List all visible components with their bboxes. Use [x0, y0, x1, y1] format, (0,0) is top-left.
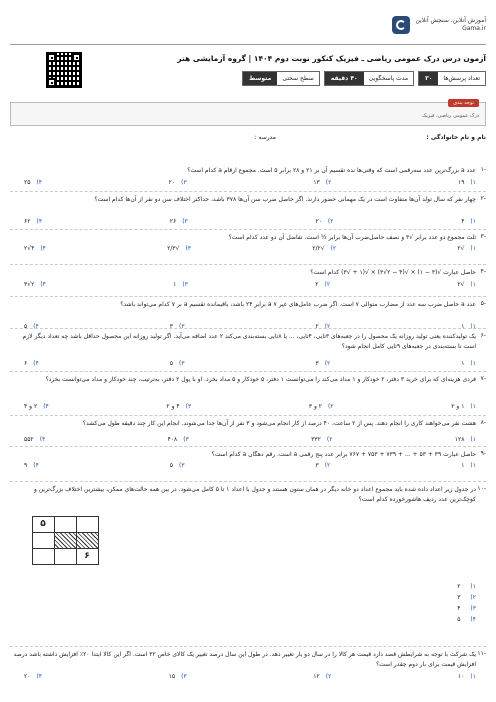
answer-options	[24, 462, 476, 469]
option-value: ۹	[24, 462, 28, 469]
question-stem: یک شرکت با توجه به شرایطش قصد دارد قیمت هر کالا را در سال دو بار تغییر دهد. در طول این سال درصد تغییر یک کالای خاص ۳۲ است. اگر این کالا ابتدا ۲۰٪ افزایش داشته باشد درصد افزایش قیمت برای بار دوم چقدر است؟	[13, 651, 476, 668]
answer-option[interactable]	[451, 403, 476, 410]
option-value: ۴√۲	[24, 245, 35, 252]
option-number: ۴)	[36, 673, 43, 680]
question-divider	[10, 646, 486, 647]
brand-domain: Gama.ir	[462, 25, 486, 32]
answer-option[interactable]	[24, 245, 46, 252]
answer-options	[24, 360, 476, 367]
answer-option[interactable]	[436, 616, 476, 627]
option-number: ۱)	[470, 281, 476, 288]
table-cell	[32, 548, 55, 565]
answer-option[interactable]	[24, 281, 46, 288]
option-value: ۲۵	[24, 179, 31, 186]
option-value: ۶۲	[24, 218, 31, 225]
option-value: ۱۰	[457, 673, 465, 680]
answer-option[interactable]	[169, 673, 187, 680]
question-stem: عدد a بزرگ‌ترین عدد سه‌رقمی است که وقتی‌ها نده تقسیم آن بر ۲۱ و ۲۸ برابر ۵ است. مجموع ارقام a کدام است؟	[187, 167, 476, 174]
option-number: ۲)	[470, 594, 476, 601]
question-number: -۳	[480, 233, 486, 240]
question-divider	[10, 328, 486, 329]
option-value: √۲/۲	[312, 245, 325, 252]
qr-code-icon	[46, 52, 82, 88]
option-number: ۳)	[181, 673, 187, 680]
answer-option[interactable]	[170, 360, 185, 367]
answer-option[interactable]	[168, 436, 189, 443]
duration-value: ۴۰ دقیقه	[325, 72, 364, 85]
option-number: ۲)	[326, 436, 333, 443]
tags-box	[10, 102, 486, 126]
option-value: ۳	[169, 323, 173, 330]
duration-box	[324, 71, 414, 86]
question-number: -۶	[480, 332, 486, 339]
answer-option[interactable]	[457, 281, 476, 288]
question-count-box	[418, 71, 486, 86]
question-stem: چهار نفر که سال تولد آن‌ها متفاوت است در یک مهمانی حضور دارند. اگر حاصل ضرب سن آن‌ها ۳۷۸ باشد، حداکثر اختلاف سن دو نفر از آن‌ها کدام است؟	[94, 196, 476, 203]
option-value: ۱	[461, 323, 465, 330]
question-divider	[10, 371, 486, 372]
question-stem: عدد a حاصل ضرب سه عدد از مضارب متوالی ۷ است. اگر ضرب عامل‌های غیر ۷ a برابر ۲۴ باشد، باقیمانده تقسیم a بر ۷ کدام می‌تواند باشد؟	[120, 301, 476, 308]
answer-option[interactable]	[24, 218, 42, 225]
number-table	[32, 516, 98, 564]
option-number: ۱)	[470, 403, 476, 410]
option-number: ۳)	[185, 245, 192, 252]
exam-header	[10, 10, 486, 95]
brand	[392, 16, 486, 34]
gama-logo-icon	[392, 16, 410, 34]
question-divider	[10, 415, 486, 416]
level-value: متوسط	[243, 72, 277, 85]
answer-options	[24, 403, 476, 410]
level-label: سطح سختی	[277, 72, 318, 85]
answer-option[interactable]	[311, 436, 332, 443]
answer-option[interactable]	[24, 179, 42, 186]
answer-option[interactable]	[24, 436, 45, 443]
answer-option[interactable]	[313, 179, 331, 186]
question-divider	[10, 264, 486, 265]
answer-option[interactable]	[167, 245, 191, 252]
option-value: ۱۲۸	[454, 436, 465, 443]
option-value: ۵	[169, 360, 173, 367]
option-value: √۲	[457, 281, 465, 288]
answer-option[interactable]	[436, 583, 476, 594]
question-number: -۱	[480, 166, 486, 173]
answer-options	[24, 218, 476, 225]
table-cell	[32, 532, 55, 549]
option-number: ۳)	[178, 360, 185, 367]
option-number: ۲)	[324, 360, 331, 367]
option-value: ۱۲	[313, 673, 320, 680]
exam-title: آزمون درس درک عمومی ریاضی ـ فیزیک کنکور نوبت دوم ۱۴۰۴ | گروه آزمایشی هنر	[177, 54, 486, 63]
option-number: ۳)	[182, 218, 188, 225]
option-number: ۳)	[178, 323, 185, 330]
option-number: ۱)	[470, 179, 476, 186]
option-number: ۲)	[330, 245, 337, 252]
option-value: ۵	[457, 616, 461, 623]
answer-option[interactable]	[436, 605, 476, 616]
table-cell-hatched	[54, 532, 77, 549]
option-value: ۳	[457, 594, 461, 601]
table-cell	[76, 516, 99, 533]
answer-option[interactable]	[313, 673, 331, 680]
question-stem: حاصل عبارت ۳۹ + ۵۳ + ... + ۷۳۹ + ۷۵۳ + ۷۶۷ برابر عدد پنج رقمی a است. رقم دهگان a کدام است؟	[211, 451, 476, 458]
question-number: -۹	[480, 450, 486, 457]
option-value: ۲	[315, 281, 319, 288]
question-stem: یک تولیدکننده یعنی تولید روزانه یک محصول را در جعبه‌های ۳تایی، ۴تایی، ... یا ۸تایی بسته‌بندی می‌کند ۲ عدد اضافه می‌آید. اگر تولید روزانه این محصول حداقل باشد چه تعداد دیگر لازم است تا بسته‌بندی در جعبه‌های ۹تایی کامل انجام شود؟	[22, 333, 476, 350]
answer-option[interactable]	[436, 594, 476, 605]
option-value: ۱۹	[457, 179, 465, 186]
option-value: ۳۳۲	[311, 436, 321, 443]
tags-text: درک عمومی ریاضی، فیزیک	[421, 113, 479, 119]
answer-option[interactable]	[24, 462, 39, 469]
option-number: ۲)	[324, 281, 331, 288]
answer-option[interactable]	[173, 281, 188, 288]
question-stem: در جدول زیر اعداد داده شده باید مجموع اعداد دو خانه دیگر در همان ستون هستند و جدول با اعداد ۱ تا ۵ کامل می‌شود. در بین همه حالت‌های ممکن، بیشترین اختلاف بزرگ‌ترین و کوچک‌ترین عدد ردیف هاشورخورده کدام است؟	[33, 486, 476, 503]
option-number: ۲)	[325, 179, 332, 186]
question-divider	[10, 481, 486, 482]
answer-option[interactable]	[461, 462, 476, 469]
answer-option[interactable]	[24, 403, 49, 410]
option-value: ۲۶	[169, 218, 177, 225]
question-number: -۴	[480, 268, 486, 275]
option-value: ۲۰	[315, 218, 322, 225]
option-value: ۱	[461, 360, 465, 367]
brand-name: آموزش آنلاین، سنجش آنلاین	[415, 17, 486, 24]
question-stem: فردی هزینه‌ای که برای خرید ۳ دفتر، ۲ خودکار و ۱ مداد می‌کند را می‌توانست ۱ دفتر، ۵ خودکار و ۵ مداد بخرد. او با پول ۲ دفتر، به‌ترتیب، چند خودکار و مداد می‌توانست بخرد؟	[45, 376, 476, 383]
question-divider	[10, 229, 486, 230]
answer-options	[24, 673, 476, 680]
option-value: ۲√۳	[24, 281, 35, 288]
table-cell: ۶	[76, 548, 99, 565]
option-number: ۲)	[325, 673, 332, 680]
option-number: ۱)	[470, 462, 476, 469]
level-box	[242, 71, 320, 86]
option-number: ۴)	[470, 616, 476, 623]
answer-option[interactable]	[458, 673, 476, 680]
answer-option[interactable]	[315, 218, 333, 225]
answer-options	[24, 179, 476, 186]
option-value: ۵	[169, 462, 173, 469]
exam-meta	[242, 71, 486, 86]
student-info-row	[10, 130, 486, 144]
answer-option[interactable]	[461, 360, 476, 367]
option-number: ۳)	[470, 605, 476, 612]
answer-option[interactable]	[315, 462, 330, 469]
question-divider	[10, 446, 486, 447]
option-value: ۱۵	[168, 673, 176, 680]
answer-option[interactable]	[309, 403, 334, 410]
answer-option[interactable]	[457, 245, 476, 252]
option-number: ۱)	[470, 436, 476, 443]
option-number: ۲)	[328, 403, 334, 410]
answer-options	[24, 245, 476, 252]
option-value: ۲ و ۳	[308, 403, 323, 410]
option-number: ۱)	[470, 360, 476, 367]
option-value: ۲۰	[24, 673, 31, 680]
option-value: ۵	[24, 323, 28, 330]
option-number: ۴)	[33, 323, 39, 330]
option-value: ۳	[315, 462, 319, 469]
option-number: ۴)	[33, 360, 39, 367]
question-divider	[10, 191, 486, 192]
option-value: ۴	[461, 218, 465, 225]
option-value: ۱۳	[313, 179, 320, 186]
option-value: √۲/۳	[167, 245, 180, 252]
answer-options	[436, 583, 476, 627]
option-number: ۱)	[470, 218, 476, 225]
option-value: √۲	[457, 245, 465, 252]
table-cell: ۵	[32, 516, 55, 533]
answer-option[interactable]	[458, 179, 476, 186]
answer-option[interactable]	[312, 245, 336, 252]
option-number: ۱)	[470, 245, 476, 252]
option-value: ۴ و ۲	[166, 403, 180, 410]
answer-option[interactable]	[315, 281, 330, 288]
option-value: ۵۵۲	[24, 436, 34, 443]
question-number: -۲	[480, 195, 486, 202]
option-value: ۱	[461, 462, 465, 469]
option-value: ۳	[315, 360, 319, 367]
table-cell	[54, 548, 77, 565]
table-cell	[54, 516, 77, 533]
table-cell-hatched	[76, 532, 99, 549]
option-number: ۲)	[324, 462, 331, 469]
question-number: -۱۱	[477, 650, 486, 657]
option-value: ۱	[173, 281, 177, 288]
option-number: ۳)	[181, 179, 187, 186]
option-number: ۳)	[182, 281, 188, 288]
option-value: ۱ و ۲	[451, 403, 465, 410]
option-number: ۱)	[470, 673, 476, 680]
question-divider	[10, 296, 486, 297]
option-number: ۲)	[324, 323, 331, 330]
question-stem: هشت نفر می‌خواهند کاری را انجام دهند. پس از ۲ ساعت، ۴۰ درصد از کار انجام می‌شود و ۳ نفر از آن‌ها جدا می‌شوند. انجام این کار چند دقیقه طول می‌کشد؟	[82, 420, 476, 427]
answer-option[interactable]	[169, 179, 187, 186]
duration-label: مدت پاسخگویی	[364, 72, 413, 85]
option-value: ۲	[457, 583, 461, 590]
option-value: ۲ و ۴	[24, 403, 38, 410]
answer-option[interactable]	[315, 360, 330, 367]
option-number: ۴)	[33, 462, 39, 469]
school-label: مدرسه :	[254, 134, 276, 141]
option-value: ۴	[457, 605, 461, 612]
answer-option[interactable]	[170, 462, 185, 469]
question-number: -۸	[480, 419, 486, 426]
question-number: -۱۰	[477, 485, 486, 492]
option-value: ۲	[315, 323, 319, 330]
option-number: ۳)	[183, 436, 189, 443]
question-count-label: تعداد پرسش‌ها	[438, 72, 485, 85]
option-number: ۴)	[36, 179, 43, 186]
option-value: ۴۰۸	[167, 436, 178, 443]
question-stem: حاصل عبارت √(۳ − ۱) × √(۴ − ۲√۳) × √(۱ + √۳) کدام است؟	[310, 269, 476, 276]
option-number: ۴)	[39, 436, 46, 443]
question-stem: ثلث مجموع دو عدد برابر √۳ و نصف حاصل‌ضرب آن‌ها برابر ½ است. تفاضل آن دو عدد کدام است؟	[228, 234, 476, 241]
answer-options	[24, 281, 476, 288]
option-number: ۱)	[470, 583, 476, 590]
question-number: -۷	[480, 375, 486, 382]
option-number: ۴)	[40, 245, 46, 252]
answer-option[interactable]	[166, 403, 191, 410]
header-divider	[10, 44, 486, 45]
option-number: ۴)	[36, 218, 43, 225]
student-name-label: نام و نام خانوادگی :	[426, 134, 486, 141]
answer-option[interactable]	[455, 436, 476, 443]
answer-option[interactable]	[24, 360, 39, 367]
answer-option[interactable]	[170, 218, 188, 225]
option-number: ۴)	[43, 403, 49, 410]
question-number: -۵	[480, 300, 486, 307]
option-number: ۱)	[470, 323, 476, 330]
option-number: ۳)	[185, 403, 192, 410]
option-number: ۳)	[178, 462, 185, 469]
answer-option[interactable]	[461, 218, 476, 225]
option-number: ۲)	[327, 218, 334, 225]
answer-options	[24, 436, 476, 443]
option-number: ۴)	[40, 281, 46, 288]
option-value: ۲۰	[168, 179, 176, 186]
exam-page	[10, 10, 486, 702]
option-value: ۶	[24, 360, 28, 367]
tags-label: توجه بندی	[448, 99, 479, 107]
question-count-value: ۳۰	[419, 72, 438, 85]
answer-option[interactable]	[24, 673, 42, 680]
